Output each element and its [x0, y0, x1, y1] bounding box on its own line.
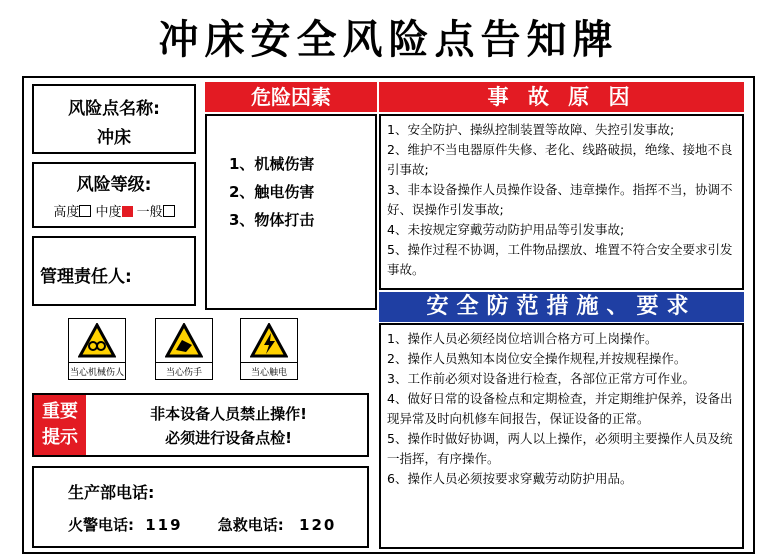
risk-level-high-label: 高度	[53, 205, 80, 220]
accident-item: 5、操作过程不协调，工件物品摆放、堆置不符合安全要求引发事故。	[387, 242, 733, 277]
accident-header-text: 事 故 原 因	[487, 85, 636, 109]
emergency-row	[68, 514, 336, 535]
sign-caption: 当心伤手	[156, 362, 212, 378]
sign-caption: 当心触电	[241, 362, 297, 378]
electric-shock-warning-icon	[250, 323, 288, 359]
emergency-phone-label: 急救电话:	[217, 516, 284, 534]
checkbox-filled-icon	[122, 206, 133, 217]
measure-item: 6、操作人员必须按要求穿戴劳动防护用品。	[387, 471, 633, 486]
machinery-warning-icon	[78, 323, 116, 359]
accident-item: 1、安全防护、操纵控制装置等故障、失控引发事故;	[387, 122, 675, 137]
production-phone-label: 生产部电话:	[68, 483, 155, 502]
measure-item: 4、做好日常的设备检点和定期检查，并定期维护保养，设备出现异常及时向机修车间报告，保证设备的正常。	[387, 391, 733, 426]
risk-level-label: 风险等级:	[76, 175, 152, 195]
risk-level-low-label: 一般	[136, 205, 163, 220]
risk-level-mid-label: 中度	[95, 205, 122, 220]
measure-item: 5、操作时做好协调，两人以上操作，必须明主要操作人员及统一指挥，有序操作。	[387, 431, 733, 466]
risk-point-box	[32, 84, 196, 154]
hazard-item: 3、物体打击	[229, 211, 315, 229]
accident-item: 4、未按规定穿戴劳动防护用品等引发事故;	[387, 222, 625, 237]
notice-box	[32, 393, 369, 457]
accident-item: 2、维护不当电器原件失修、老化、线路破损，绝缘、接地不良引事故;	[387, 142, 733, 177]
hand-injury-warning-icon	[165, 323, 203, 359]
sign-hand	[155, 318, 213, 380]
checkbox-empty-icon	[163, 205, 175, 217]
risk-level-option-mid	[95, 205, 132, 220]
emergency-phone-number: 120	[299, 516, 337, 534]
measure-item: 1、操作人员必须经岗位培训合格方可上岗操作。	[387, 331, 658, 346]
notice-line-2: 必须进行设备点检!	[165, 429, 292, 447]
risk-level-options	[34, 201, 194, 220]
measures-header-text: 安全防范措施、要求	[426, 294, 697, 319]
measures-box	[379, 323, 744, 549]
notice-tag-text: 重要提示	[42, 401, 78, 448]
manager-label: 管理责任人:	[40, 267, 132, 287]
sign-electric	[240, 318, 298, 380]
page-title: 冲床安全风险点告知牌	[158, 17, 619, 63]
risk-point-value: 冲床	[97, 128, 131, 148]
risk-level-box	[32, 162, 196, 228]
risk-level-option-low	[137, 205, 175, 220]
measure-item: 2、操作人员熟知本岗位安全操作规程,并按规程操作。	[387, 351, 687, 366]
hazard-item: 2、触电伤害	[229, 183, 315, 201]
accident-box	[379, 114, 744, 290]
fire-phone-number: 119	[145, 516, 183, 534]
fire-phone-label: 火警电话:	[68, 516, 134, 534]
sign-machinery	[68, 318, 126, 380]
hazard-item: 1、机械伤害	[229, 155, 315, 173]
hazard-box	[205, 114, 377, 310]
accident-header	[379, 82, 744, 112]
hazard-header	[205, 82, 377, 112]
risk-point-label: 风险点名称:	[68, 99, 160, 119]
manager-box	[32, 236, 196, 306]
hazard-header-text: 危险因素	[251, 85, 331, 109]
sign-caption: 当心机械伤人	[69, 362, 125, 378]
phone-box	[32, 466, 369, 548]
accident-item: 3、非本设备操作人员操作设备、违章操作。指挥不当，协调不好、误操作引发事故;	[387, 182, 733, 217]
checkbox-empty-icon	[79, 205, 91, 217]
notice-tag	[34, 395, 86, 455]
risk-level-option-high	[53, 205, 91, 220]
measure-item: 3、工作前必须对设备进行检查，各部位正常方可作业。	[387, 371, 695, 386]
notice-line-1: 非本设备人员禁止操作!	[150, 405, 307, 423]
measures-header	[379, 292, 744, 322]
